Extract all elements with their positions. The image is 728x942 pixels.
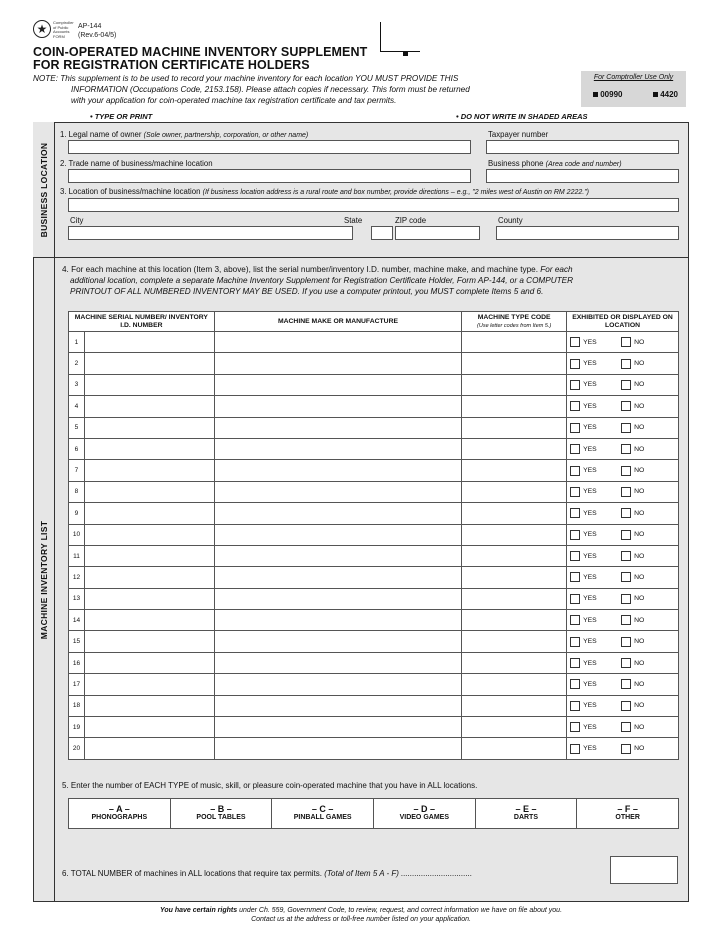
zip-input[interactable]	[395, 226, 480, 240]
code-1	[593, 90, 622, 99]
machine-make-input[interactable]	[214, 332, 462, 353]
no-checkbox[interactable]	[621, 487, 631, 497]
yes-checkbox[interactable]	[570, 701, 580, 711]
row-number: 2	[69, 353, 85, 374]
serial-number-input[interactable]	[84, 567, 214, 588]
serial-number-input[interactable]	[84, 353, 214, 374]
comptroller-use-box	[581, 71, 686, 107]
no-label: NO	[634, 488, 645, 496]
machine-type-input[interactable]	[462, 396, 567, 417]
type-letter: – F –	[617, 804, 638, 814]
serial-number-input[interactable]	[84, 438, 214, 459]
machine-make-input[interactable]	[214, 738, 462, 759]
taxpayer-number-input[interactable]	[486, 140, 679, 154]
machine-types-table	[68, 798, 679, 829]
no-checkbox[interactable]	[621, 337, 631, 347]
yes-checkbox[interactable]	[570, 637, 580, 647]
type-name: DARTS	[513, 814, 539, 821]
machine-make-input[interactable]	[214, 610, 462, 631]
serial-number-input[interactable]	[84, 396, 214, 417]
table-row	[69, 374, 679, 395]
exhibited-cell	[567, 332, 679, 353]
exhibited-cell	[567, 374, 679, 395]
note-text	[33, 73, 568, 106]
table-row	[69, 717, 679, 738]
no-checkbox[interactable]	[621, 615, 631, 625]
table-row	[69, 652, 679, 673]
yes-checkbox[interactable]	[570, 466, 580, 476]
yes-checkbox[interactable]	[570, 679, 580, 689]
yes-checkbox[interactable]	[570, 572, 580, 582]
row-number: 17	[69, 674, 85, 695]
city-label: City	[70, 216, 84, 225]
type-or-print-note: • TYPE OR PRINT	[90, 112, 153, 121]
yes-label: YES	[583, 467, 597, 475]
machine-type-input[interactable]	[462, 353, 567, 374]
page-title	[33, 46, 408, 72]
yes-label: YES	[583, 745, 597, 753]
machine-make-input[interactable]	[214, 438, 462, 459]
item4-line-2: additional location, complete a separate Machine Inventory Supplement for Registration Certificate Holder, Form AP-144, or a COMPUTER	[70, 276, 574, 285]
serial-number-input[interactable]	[84, 652, 214, 673]
exhibited-cell	[567, 503, 679, 524]
no-label: NO	[634, 360, 645, 368]
row-number: 5	[69, 417, 85, 438]
item4-line-1-italic: For each	[540, 265, 573, 274]
form-revision: (Rev.6-04/5)	[78, 32, 117, 39]
yes-checkbox[interactable]	[570, 444, 580, 454]
type-c-cell[interactable]	[272, 799, 374, 829]
county-input[interactable]	[496, 226, 679, 240]
business-location-label: BUSINESS LOCATION	[38, 142, 49, 237]
table-row	[69, 396, 679, 417]
no-label: NO	[634, 445, 645, 453]
table-row	[69, 588, 679, 609]
item1-hint: (Sole owner, partnership, corporation, or other name)	[143, 132, 309, 139]
exhibited-cell	[567, 717, 679, 738]
machine-type-input[interactable]	[462, 503, 567, 524]
machine-type-input[interactable]	[462, 545, 567, 566]
table-row	[69, 417, 679, 438]
row-number: 10	[69, 524, 85, 545]
exhibited-cell	[567, 738, 679, 759]
no-label: NO	[634, 723, 645, 731]
yes-label: YES	[583, 531, 597, 539]
yes-checkbox[interactable]	[570, 615, 580, 625]
exhibited-cell	[567, 353, 679, 374]
inventory-table	[68, 311, 679, 760]
no-label: NO	[634, 424, 645, 432]
city-input[interactable]	[68, 226, 353, 240]
no-checkbox[interactable]	[621, 679, 631, 689]
item1-text: 1. Legal name of owner	[60, 130, 142, 139]
col-make-header: MACHINE MAKE OR MANUFACTURE	[214, 312, 462, 332]
machine-type-input[interactable]	[462, 438, 567, 459]
row-number: 14	[69, 610, 85, 631]
type-b-cell[interactable]	[170, 799, 272, 829]
title-line-2: FOR REGISTRATION CERTIFICATE HOLDERS	[33, 58, 310, 72]
no-label: NO	[634, 595, 645, 603]
item4-line-3: PRINTOUT OF ALL NUMBERED INVENTORY MAY BE USED. If you use a computer printout, you MUST complete Items 5 and 6.	[70, 287, 544, 296]
row-number: 12	[69, 567, 85, 588]
serial-number-input[interactable]	[84, 332, 214, 353]
item4-line-1: 4. For each machine at this location (Item 3, above), list the serial number/inventory I.D. number, machine make, and machine type.	[62, 265, 539, 274]
col-serial-header: MACHINE SERIAL NUMBER/ INVENTORY I.D. NUMBER	[69, 312, 215, 332]
yes-label: YES	[583, 402, 597, 410]
do-not-write-note: • DO NOT WRITE IN SHADED AREAS	[456, 112, 588, 121]
serial-number-input[interactable]	[84, 674, 214, 695]
business-phone-text: Business phone	[488, 159, 544, 168]
row-number: 9	[69, 503, 85, 524]
type-e-cell[interactable]	[475, 799, 577, 829]
table-row	[69, 674, 679, 695]
inventory-sidebar	[33, 257, 55, 902]
footer-line-1: under Ch. 559, Government Code, to review, request, and correct information we have on file about you.	[239, 907, 563, 914]
type-name: OTHER	[615, 814, 640, 821]
machine-type-input[interactable]	[462, 652, 567, 673]
type-letter: – A –	[108, 804, 130, 814]
no-label: NO	[634, 702, 645, 710]
footer-rights-notice	[33, 906, 689, 924]
type-a-cell[interactable]	[69, 799, 171, 829]
no-label: NO	[634, 552, 645, 560]
item3-hint: (If business location address is a rural route and box number, provide directions – e.g., "2 miles west of Austin on RM 2222.")	[202, 189, 590, 196]
yes-label: YES	[583, 595, 597, 603]
no-checkbox[interactable]	[621, 594, 631, 604]
type-letter: – B –	[210, 804, 232, 814]
yes-checkbox[interactable]	[570, 658, 580, 668]
section-divider	[33, 257, 689, 258]
row-number: 8	[69, 481, 85, 502]
no-label: NO	[634, 659, 645, 667]
note-line: with your application for coin-operated machine tax registration certificate and tax permits.	[71, 96, 397, 105]
yes-label: YES	[583, 552, 597, 560]
no-label: NO	[634, 680, 645, 688]
serial-number-input[interactable]	[84, 695, 214, 716]
agency-line: Accounts	[53, 29, 70, 34]
serial-number-input[interactable]	[84, 588, 214, 609]
exhibited-cell	[567, 481, 679, 502]
table-row	[69, 545, 679, 566]
no-checkbox[interactable]	[621, 701, 631, 711]
machine-make-input[interactable]	[214, 396, 462, 417]
machine-type-input[interactable]	[462, 374, 567, 395]
yes-checkbox[interactable]	[570, 551, 580, 561]
machine-make-input[interactable]	[214, 374, 462, 395]
no-checkbox[interactable]	[621, 359, 631, 369]
col-type-hint: (Use letter codes from Item 5.)	[477, 322, 552, 329]
yes-checkbox[interactable]	[570, 401, 580, 411]
machine-type-input[interactable]	[462, 717, 567, 738]
row-number: 1	[69, 332, 85, 353]
comptroller-seal-icon: ★	[33, 20, 51, 38]
type-name: PINBALL GAMES	[293, 814, 352, 821]
item3-text: 3. Location of business/machine location	[60, 187, 201, 196]
table-row	[69, 460, 679, 481]
type-letter: – D –	[413, 804, 436, 814]
table-row	[69, 631, 679, 652]
row-number: 20	[69, 738, 85, 759]
exhibited-cell	[567, 674, 679, 695]
yes-label: YES	[583, 424, 597, 432]
no-checkbox[interactable]	[621, 744, 631, 754]
yes-label: YES	[583, 659, 597, 667]
item6-label	[62, 869, 472, 878]
exhibited-cell	[567, 396, 679, 417]
serial-number-input[interactable]	[84, 460, 214, 481]
machine-make-input[interactable]	[214, 460, 462, 481]
serial-number-input[interactable]	[84, 417, 214, 438]
machine-make-input[interactable]	[214, 481, 462, 502]
no-label: NO	[634, 338, 645, 346]
no-label: NO	[634, 467, 645, 475]
exhibited-cell	[567, 438, 679, 459]
machine-type-input[interactable]	[462, 631, 567, 652]
row-number: 7	[69, 460, 85, 481]
state-label: State	[344, 216, 363, 225]
row-number: 4	[69, 396, 85, 417]
col-type-title: MACHINE TYPE CODE	[477, 313, 551, 321]
machine-type-input[interactable]	[462, 481, 567, 502]
trade-name-input[interactable]	[68, 169, 471, 183]
serial-number-input[interactable]	[84, 481, 214, 502]
form-number: AP-144	[78, 23, 102, 30]
table-row	[69, 738, 679, 759]
serial-number-input[interactable]	[84, 610, 214, 631]
machine-make-input[interactable]	[214, 652, 462, 673]
serial-number-input[interactable]	[84, 503, 214, 524]
yes-label: YES	[583, 723, 597, 731]
business-phone-input[interactable]	[486, 169, 679, 183]
legal-name-input[interactable]	[68, 140, 471, 154]
machine-make-input[interactable]	[214, 674, 462, 695]
type-name: PHONOGRAPHS	[91, 814, 148, 821]
exhibited-cell	[567, 545, 679, 566]
table-row	[69, 503, 679, 524]
yes-label: YES	[583, 638, 597, 646]
machine-type-input[interactable]	[462, 417, 567, 438]
machine-make-input[interactable]	[214, 545, 462, 566]
no-checkbox[interactable]	[621, 444, 631, 454]
comptroller-use-heading: For Comptroller Use Only	[593, 74, 674, 81]
type-name: VIDEO GAMES	[399, 814, 449, 821]
type-f-cell[interactable]	[577, 799, 679, 829]
table-row	[69, 353, 679, 374]
yes-checkbox[interactable]	[570, 594, 580, 604]
footer-bold: You have certain rights	[159, 907, 238, 914]
row-number: 11	[69, 545, 85, 566]
no-checkbox[interactable]	[621, 572, 631, 582]
serial-number-input[interactable]	[84, 524, 214, 545]
yes-label: YES	[583, 488, 597, 496]
serial-number-input[interactable]	[84, 374, 214, 395]
no-label: NO	[634, 638, 645, 646]
serial-number-input[interactable]	[84, 717, 214, 738]
note-line: INFORMATION (Occupations Code, 2153.158). Please attach copies if necessary. This form must be returned	[71, 85, 470, 94]
form-number-block	[78, 22, 116, 40]
yes-label: YES	[583, 680, 597, 688]
marker-square-icon	[593, 92, 598, 97]
exhibited-cell	[567, 460, 679, 481]
yes-label: YES	[583, 338, 597, 346]
machine-type-input[interactable]	[462, 460, 567, 481]
footer-line-2: Contact us at the address or toll-free number listed on your application.	[251, 916, 471, 923]
marker-square-icon	[403, 51, 408, 56]
exhibited-cell	[567, 610, 679, 631]
business-location-sidebar	[33, 122, 55, 257]
row-number: 13	[69, 588, 85, 609]
machine-make-input[interactable]	[214, 695, 462, 716]
type-letter: – E –	[515, 804, 537, 814]
machine-make-input[interactable]	[214, 503, 462, 524]
exhibited-cell	[567, 695, 679, 716]
exhibited-cell	[567, 631, 679, 652]
no-label: NO	[634, 402, 645, 410]
col-type-header	[462, 312, 567, 332]
machine-make-input[interactable]	[214, 524, 462, 545]
agency-line: Comptroller	[53, 20, 74, 25]
title-line-1: COIN-OPERATED MACHINE INVENTORY SUPPLEMENT	[33, 45, 368, 59]
zip-label: ZIP code	[395, 216, 427, 225]
machine-type-input[interactable]	[462, 674, 567, 695]
item5-instructions: 5. Enter the number of EACH TYPE of music, skill, or pleasure coin-operated machine that you have in ALL locations.	[62, 781, 478, 790]
no-checkbox[interactable]	[621, 401, 631, 411]
table-row	[69, 695, 679, 716]
business-phone-label	[488, 159, 622, 168]
no-checkbox[interactable]	[621, 722, 631, 732]
agency-name	[53, 21, 73, 39]
item2-label: 2. Trade name of business/machine location	[60, 159, 213, 168]
yes-checkbox[interactable]	[570, 508, 580, 518]
agency-line: FORM	[53, 33, 65, 39]
type-name: POOL TABLES	[196, 814, 246, 821]
machine-make-input[interactable]	[214, 353, 462, 374]
no-checkbox[interactable]	[621, 508, 631, 518]
serial-number-input[interactable]	[84, 545, 214, 566]
exhibited-cell	[567, 588, 679, 609]
no-label: NO	[634, 745, 645, 753]
row-number: 19	[69, 717, 85, 738]
note-line: NOTE: This supplement is to be used to record your machine inventory for each location YOU MUST PROVIDE THIS	[33, 74, 459, 83]
no-label: NO	[634, 381, 645, 389]
machine-make-input[interactable]	[214, 417, 462, 438]
yes-checkbox[interactable]	[570, 487, 580, 497]
row-number: 18	[69, 695, 85, 716]
yes-checkbox[interactable]	[570, 423, 580, 433]
item4-instructions	[62, 264, 684, 297]
machine-type-input[interactable]	[462, 695, 567, 716]
total-machines-input[interactable]	[610, 856, 678, 884]
yes-checkbox[interactable]	[570, 337, 580, 347]
table-row	[69, 610, 679, 631]
code-1-value: 00990	[600, 90, 623, 99]
business-phone-hint: (Area code and number)	[545, 161, 622, 168]
table-row	[69, 481, 679, 502]
yes-label: YES	[583, 360, 597, 368]
inventory-label: MACHINE INVENTORY LIST	[38, 520, 49, 639]
row-number: 16	[69, 652, 85, 673]
marker-square-icon	[653, 92, 658, 97]
item6-text: 6. TOTAL NUMBER of machines in ALL locations that require tax permits.	[62, 869, 322, 878]
no-label: NO	[634, 573, 645, 581]
yes-checkbox[interactable]	[570, 380, 580, 390]
machine-make-input[interactable]	[214, 631, 462, 652]
yes-label: YES	[583, 573, 597, 581]
machine-type-input[interactable]	[462, 610, 567, 631]
item3-label	[60, 187, 589, 196]
yes-label: YES	[583, 616, 597, 624]
agency-line: of Public	[53, 24, 69, 30]
no-checkbox[interactable]	[621, 637, 631, 647]
serial-number-input[interactable]	[84, 738, 214, 759]
row-number: 3	[69, 374, 85, 395]
state-input[interactable]	[371, 226, 393, 240]
machine-type-input[interactable]	[462, 567, 567, 588]
yes-label: YES	[583, 445, 597, 453]
type-letter: – C –	[311, 804, 334, 814]
machine-type-input[interactable]	[462, 524, 567, 545]
machine-type-input[interactable]	[462, 738, 567, 759]
exhibited-cell	[567, 567, 679, 588]
table-row	[69, 438, 679, 459]
no-label: NO	[634, 616, 645, 624]
yes-checkbox[interactable]	[570, 744, 580, 754]
table-row	[69, 332, 679, 353]
row-number: 15	[69, 631, 85, 652]
code-2	[653, 90, 678, 99]
table-row	[69, 524, 679, 545]
exhibited-cell	[567, 524, 679, 545]
no-checkbox[interactable]	[621, 551, 631, 561]
yes-checkbox[interactable]	[570, 722, 580, 732]
location-address-input[interactable]	[68, 198, 679, 212]
no-checkbox[interactable]	[621, 658, 631, 668]
machine-type-input[interactable]	[462, 332, 567, 353]
code-2-value: 4420	[660, 90, 678, 99]
item1-label	[60, 130, 308, 139]
machine-make-input[interactable]	[214, 567, 462, 588]
inventory-header-row	[69, 312, 679, 332]
yes-label: YES	[583, 702, 597, 710]
yes-label: YES	[583, 381, 597, 389]
item6-hint: (Total of Item 5 A - F) ................................	[324, 869, 473, 878]
no-checkbox[interactable]	[621, 423, 631, 433]
taxpayer-number-label: Taxpayer number	[488, 130, 549, 139]
yes-checkbox[interactable]	[570, 530, 580, 540]
machine-type-input[interactable]	[462, 588, 567, 609]
yes-checkbox[interactable]	[570, 359, 580, 369]
table-row	[69, 567, 679, 588]
exhibited-cell	[567, 417, 679, 438]
type-d-cell[interactable]	[373, 799, 475, 829]
no-label: NO	[634, 531, 645, 539]
no-checkbox[interactable]	[621, 380, 631, 390]
no-checkbox[interactable]	[621, 530, 631, 540]
no-label: NO	[634, 509, 645, 517]
no-checkbox[interactable]	[621, 466, 631, 476]
county-label: County	[498, 216, 523, 225]
serial-number-input[interactable]	[84, 631, 214, 652]
row-number: 6	[69, 438, 85, 459]
yes-label: YES	[583, 509, 597, 517]
machine-make-input[interactable]	[214, 588, 462, 609]
exhibited-cell	[567, 652, 679, 673]
machine-make-input[interactable]	[214, 717, 462, 738]
col-exhibited-header: EXHIBITED OR DISPLAYED ON LOCATION	[567, 312, 679, 332]
